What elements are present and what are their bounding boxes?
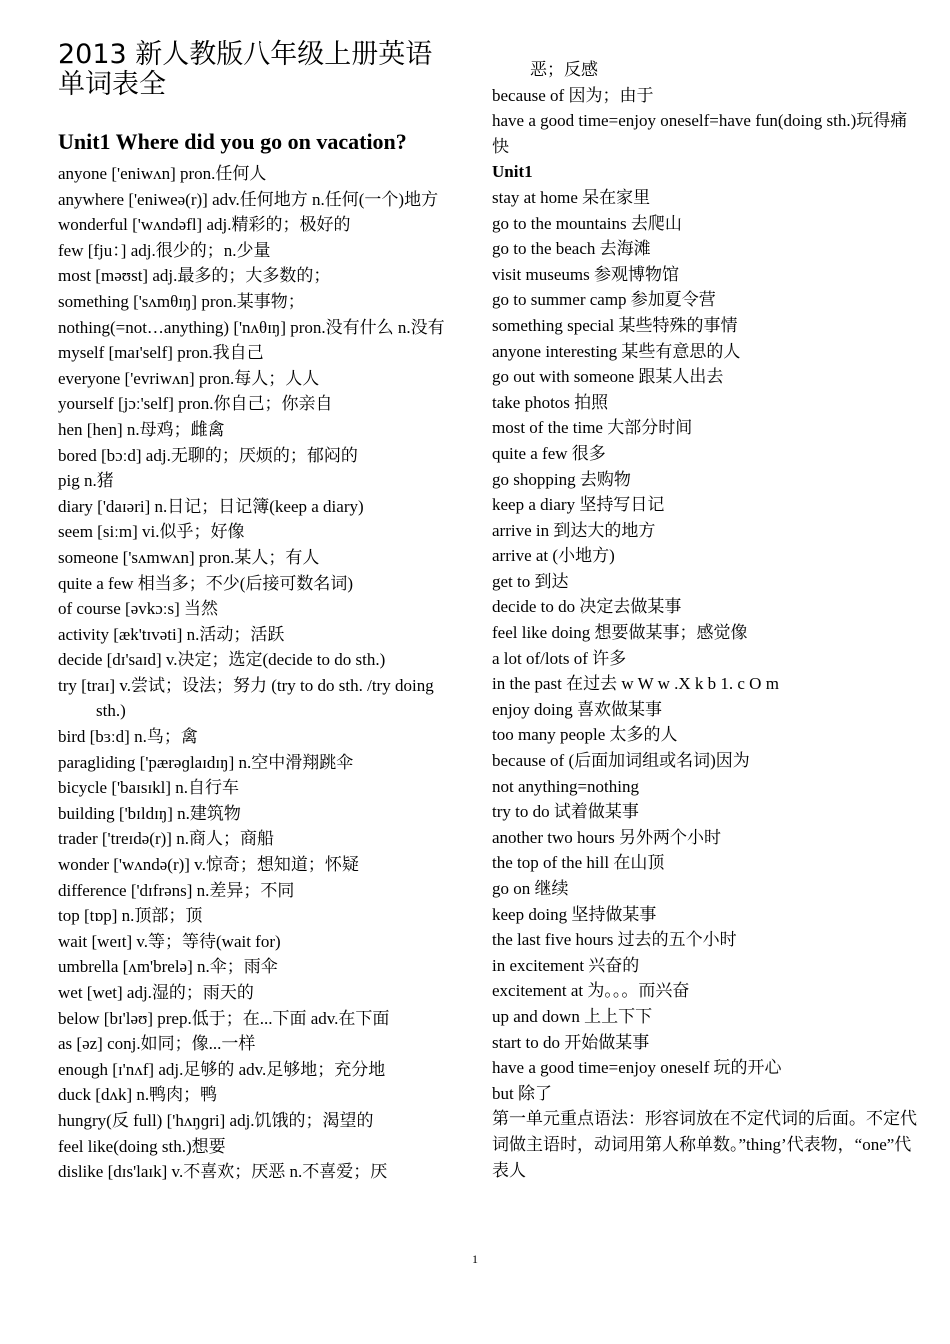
vocab-entry: below [bɪ'ləʊ] prep.低于；在...下面 adv.在下面	[58, 1008, 390, 1028]
phrase-entry: arrive in 到达大的地方	[492, 520, 656, 540]
phrase-entry: start to do 开始做某事	[492, 1032, 650, 1052]
vocab-entry: most [məʊst] adj.最多的；大多数的；	[58, 266, 331, 286]
phrase-entry: go out with someone 跟某人出去	[492, 367, 724, 387]
vocab-entry: something ['sʌmθɪŋ] pron.某事物；	[58, 291, 305, 311]
phrase-entry: quite a few 很多	[492, 443, 606, 463]
phrase-entry: have a good time=enjoy oneself 玩的开心	[492, 1058, 782, 1078]
phrase-entry: go shopping 去购物	[492, 469, 631, 489]
phrase-entry: but 除了	[492, 1083, 552, 1103]
vocab-entry: wonder ['wʌndə(r)] v.惊奇；想知道；怀疑	[58, 855, 359, 875]
vocab-entry: wet [wet] adj.湿的；雨天的	[58, 983, 254, 1002]
left-vocabulary-list	[58, 161, 458, 1185]
vocab-entry: few [fju：] adj.很少的；n.少量	[58, 240, 271, 260]
phrase-entry: another two hours 另外两个小时	[492, 827, 722, 847]
vocab-entry: of course [əvkɔːs] 当然	[58, 599, 219, 619]
phrase-entry: 第一单元重点语法：形容词放在不定代词的后面。不定代词做主语时，动词用第人称单数。”thing’代表物，“one”代表人	[492, 1109, 917, 1180]
vocab-entry: paragliding ['pærəɡlaɪdɪŋ] n.空中滑翔跳伞	[58, 752, 354, 772]
phrase-entry: get to 到达	[492, 571, 569, 591]
vocab-entry: wonderful ['wʌndəfl] adj.精彩的；极好的	[58, 215, 351, 235]
phrase-entry: something special 某些特殊的事情	[492, 315, 738, 335]
phrase-entry: arrive at (小地方)	[492, 546, 615, 566]
vocab-entry: someone ['sʌmwʌn] pron.某人；有人	[58, 547, 320, 567]
vocab-entry: enough [ɪ'nʌf] adj.足够的 adv.足够地；充分地	[58, 1059, 386, 1079]
phrase-entry: go to the beach 去海滩	[492, 239, 651, 259]
phrase-entry: not anything=nothing	[492, 776, 639, 796]
unit-heading: Unit1 Where did you go on vacation?	[58, 129, 407, 154]
phrase-entry: the last five hours 过去的五个小时	[492, 930, 737, 950]
vocab-entry: pig n.猪	[58, 471, 114, 491]
vocab-entry: anywhere ['eniweə(r)] adv.任何地方 n.任何(一个)地方	[58, 189, 439, 209]
phrase-entry: in excitement 兴奋的	[492, 955, 640, 975]
phrase-entry: feel like doing 想要做某事；感觉像	[492, 623, 748, 643]
right-phrase-list	[492, 57, 922, 1183]
page-title: 2013 新人教版八年级上册英语单词表全	[58, 39, 433, 100]
vocab-entry: everyone ['evriwʌn] pron.每人；人人	[58, 368, 320, 388]
phrase-entry: have a good time=enjoy oneself=have fun(doing sth.)玩得痛快	[492, 111, 908, 156]
phrase-entry: a lot of/lots of 许多	[492, 648, 627, 668]
vocab-entry: myself [maɪ'self] pron.我自己	[58, 343, 264, 363]
vocab-entry: decide [dɪ'saɪd] v.决定；选定(decide to do sth.)	[58, 650, 386, 670]
vocab-entry: anyone ['eniwʌn] pron.任何人	[58, 164, 267, 183]
page-number: 1	[472, 1252, 478, 1266]
phrase-entry: the top of the hill 在山顶	[492, 853, 665, 873]
vocab-entry: duck [dʌk] n.鸭肉；鸭	[58, 1085, 218, 1105]
vocab-entry: feel like(doing sth.)想要	[58, 1136, 226, 1156]
phrase-entry: go to summer camp 参加夏令营	[492, 290, 716, 310]
phrase-entry: stay at home 呆在家里	[492, 187, 651, 207]
vocab-entry: bicycle ['baɪsɪkl] n.自行车	[58, 778, 240, 798]
vocab-entry: hungry(反 full) ['hʌŋɡri] adj.饥饿的；渴望的	[58, 1110, 374, 1130]
phrase-entry: enjoy doing 喜欢做某事	[492, 699, 662, 719]
phrase-entry: in the past 在过去 w W w .X k b 1. c O m	[492, 674, 779, 694]
phrase-entry: decide to do 决定去做某事	[492, 597, 682, 617]
phrase-entry: go to the mountains 去爬山	[492, 213, 682, 233]
vocab-entry: bird [bɜːd] n.鸟；禽	[58, 727, 198, 747]
phrase-entry: 恶；反感	[530, 60, 598, 79]
vocab-entry: hen [hen] n.母鸡；雌禽	[58, 419, 225, 439]
vocab-entry: quite a few 相当多；不少(后接可数名词)	[58, 573, 354, 593]
phrase-entry: up and down 上上下下	[492, 1006, 653, 1026]
phrase-entry: anyone interesting 某些有意思的人	[492, 341, 741, 361]
phrase-entry: most of the time 大部分时间	[492, 418, 693, 438]
vocab-entry: umbrella [ʌm'brelə] n.伞；雨伞	[58, 957, 278, 977]
phrase-entry: go on 继续	[492, 879, 569, 898]
phrase-entry: too many people 太多的人	[492, 725, 678, 745]
section-label: Unit1	[492, 162, 533, 182]
vocab-entry: as [əz] conj.如同；像...一样	[58, 1034, 256, 1054]
phrase-entry: keep doing 坚持做某事	[492, 904, 657, 924]
phrase-entry: because of (后面加词组或名词)因为	[492, 751, 750, 771]
vocab-entry: bored [bɔːd] adj.无聊的；厌烦的；郁闷的	[58, 445, 358, 465]
vocab-entry: top [tɒp] n.顶部；顶	[58, 906, 203, 926]
vocab-entry: trader ['treɪdə(r)] n.商人；商船	[58, 829, 274, 849]
vocab-entry: building ['bɪldɪŋ] n.建筑物	[58, 803, 241, 823]
phrase-entry: visit museums 参观博物馆	[492, 264, 680, 284]
phrase-entry: excitement at 为。。。而兴奋	[492, 981, 690, 1001]
phrase-entry: because of 因为；由于	[492, 85, 654, 105]
vocab-entry: yourself [jɔː'self] pron.你自己；你亲自	[58, 394, 333, 414]
phrase-entry: keep a diary 坚持写日记	[492, 495, 665, 515]
vocab-entry: activity [æk'tɪvəti] n.活动；活跃	[58, 624, 285, 644]
phrase-entry: try to do 试着做某事	[492, 802, 639, 822]
vocab-entry: seem [siːm] vi.似乎；好像	[58, 522, 245, 542]
vocab-entry: difference ['dɪfrəns] n.差异；不同	[58, 880, 295, 900]
phrase-entry: take photos 拍照	[492, 392, 609, 412]
vocab-entry: nothing(=not…anything) ['nʌθɪŋ] pron.没有什么 n.没有	[58, 317, 445, 337]
vocab-entry: wait [weɪt] v.等；等待(wait for)	[58, 931, 281, 951]
vocab-entry: dislike [dɪs'laɪk] v.不喜欢；厌恶 n.不喜爱；厌	[58, 1162, 388, 1182]
vocab-entry: diary ['daɪəri] n.日记；日记簿(keep a diary)	[58, 496, 364, 516]
vocab-entry: try [traɪ] v.尝试；设法；努力 (try to do sth. /try doing sth.)	[58, 675, 434, 721]
